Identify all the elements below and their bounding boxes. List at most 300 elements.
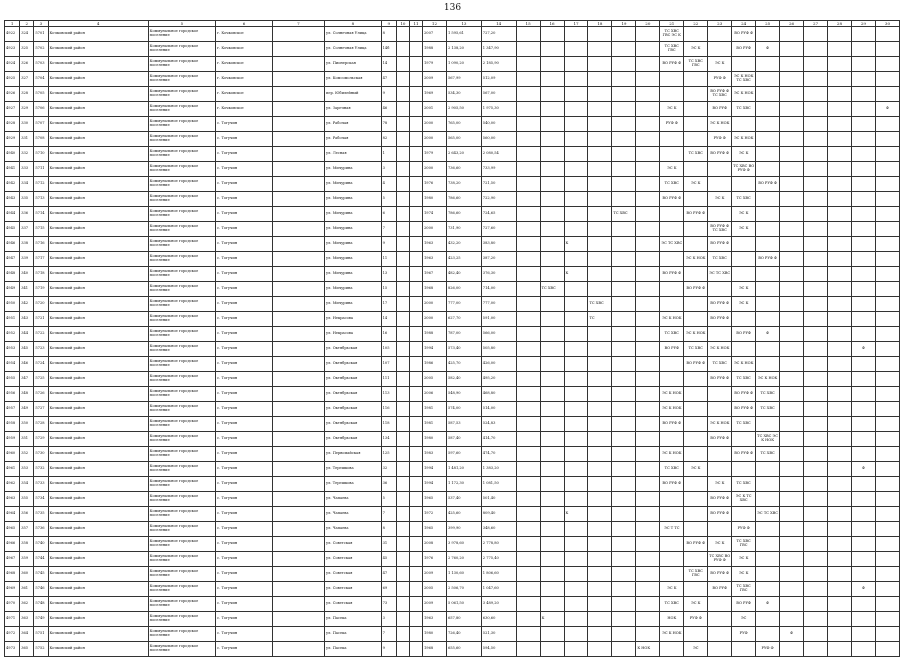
table-cell: Коммунальное городское поселение <box>148 162 216 177</box>
table-cell <box>756 162 780 177</box>
table-cell <box>684 402 708 417</box>
table-cell: Кочковский район <box>48 42 148 57</box>
table-cell: 355 <box>20 492 34 507</box>
table-cell: Коммунальное городское поселение <box>148 447 216 462</box>
table-cell <box>409 642 422 657</box>
table-cell: 134 <box>381 432 396 447</box>
table-cell <box>780 522 804 537</box>
table-cell: г. Кочковское <box>216 27 273 42</box>
table-cell <box>804 117 828 132</box>
table-cell <box>851 222 875 237</box>
table-cell <box>588 402 612 417</box>
table-cell <box>732 177 756 192</box>
table-cell <box>756 552 780 567</box>
table-cell: Кочковский район <box>48 312 148 327</box>
table-cell <box>636 432 660 447</box>
table-cell <box>564 492 588 507</box>
table-cell: 1967 <box>423 267 447 282</box>
table-cell: 5727 <box>34 402 48 417</box>
column-number: 27 <box>804 21 828 27</box>
table-cell: Кочковский район <box>48 552 148 567</box>
table-cell <box>612 612 636 627</box>
table-cell <box>396 522 409 537</box>
table-cell: 1 806,60 <box>481 567 516 582</box>
table-cell <box>780 612 804 627</box>
table-cell <box>780 642 804 657</box>
table-cell: ТС ХВС ЭС К НОК <box>756 432 780 447</box>
table-cell <box>660 252 684 267</box>
table-cell <box>636 492 660 507</box>
table-cell: 733,99 <box>481 162 516 177</box>
table-cell: 1976 <box>423 552 447 567</box>
table-cell: Кочковский район <box>48 417 148 432</box>
table-cell <box>612 117 636 132</box>
table-cell <box>516 192 540 207</box>
table-cell <box>636 207 660 222</box>
table-cell: 567,99 <box>446 72 481 87</box>
table-cell <box>684 522 708 537</box>
table-cell <box>780 132 804 147</box>
table-cell: с. Тогучин <box>216 357 273 372</box>
table-cell: 2000 <box>423 162 447 177</box>
table-cell: ВО РУФ Ф <box>708 312 732 327</box>
table-cell: ул. Советская <box>325 567 382 582</box>
table-cell: РУФ Ф <box>708 132 732 147</box>
table-cell: 5706 <box>34 102 48 117</box>
table-cell: 383,80 <box>481 237 516 252</box>
table-cell <box>804 627 828 642</box>
table-cell <box>851 87 875 102</box>
column-number: 9 <box>381 21 396 27</box>
table-cell <box>409 492 422 507</box>
table-cell: ВО РУФ <box>708 102 732 117</box>
table-cell <box>756 522 780 537</box>
table-cell: 5705 <box>34 87 48 102</box>
table-cell: ТС ХВС <box>708 357 732 372</box>
table-cell: Кочковский район <box>48 402 148 417</box>
table-cell <box>588 42 612 57</box>
table-cell <box>612 132 636 147</box>
table-cell <box>828 507 852 522</box>
table-cell <box>636 552 660 567</box>
table-cell <box>851 327 875 342</box>
table-cell: 82 <box>381 132 396 147</box>
table-cell: К <box>564 237 588 252</box>
table-cell: 4956 <box>5 387 20 402</box>
table-cell <box>708 27 732 42</box>
table-cell <box>684 552 708 567</box>
table-cell: ЭС ТС ХВС <box>756 507 780 522</box>
table-cell: ул. Советская <box>325 552 382 567</box>
table-cell: 1963 <box>423 237 447 252</box>
table-cell: Коммунальное городское поселение <box>148 222 216 237</box>
column-number: 1 <box>5 21 20 27</box>
table-cell <box>875 357 899 372</box>
table-cell <box>612 282 636 297</box>
table-cell <box>828 27 852 42</box>
table-cell <box>540 42 564 57</box>
table-cell: Кочковский район <box>48 492 148 507</box>
table-cell <box>540 27 564 42</box>
table-row <box>5 57 900 72</box>
table-cell <box>851 57 875 72</box>
table-cell: ВО РУФ Ф <box>708 432 732 447</box>
table-cell <box>660 297 684 312</box>
table-cell <box>851 117 875 132</box>
table-cell: ул. Рабочая <box>325 117 382 132</box>
table-row <box>5 252 900 267</box>
table-cell <box>684 372 708 387</box>
table-cell: 5714 <box>34 207 48 222</box>
table-cell: 524,83 <box>481 417 516 432</box>
table-cell <box>564 537 588 552</box>
table-cell <box>660 222 684 237</box>
table-cell: 5 061,50 <box>446 597 481 612</box>
table-cell <box>272 57 324 72</box>
table-cell <box>636 582 660 597</box>
table-cell: К <box>540 612 564 627</box>
table-row <box>5 297 900 312</box>
table-cell: с. Тогучин <box>216 327 273 342</box>
table-cell <box>516 27 540 42</box>
table-cell: 423,25 <box>446 252 481 267</box>
table-cell <box>875 612 899 627</box>
table-cell: ЭС К <box>684 42 708 57</box>
column-number: 16 <box>540 21 564 27</box>
table-cell <box>396 462 409 477</box>
table-cell: 354 <box>20 477 34 492</box>
table-cell: ул. Пасека <box>325 612 382 627</box>
table-cell <box>875 627 899 642</box>
table-cell: 425,70 <box>446 357 481 372</box>
table-cell: Коммунальное городское поселение <box>148 537 216 552</box>
table-cell: Коммунальное городское поселение <box>148 57 216 72</box>
table-cell: 341 <box>20 282 34 297</box>
table-cell: 1980 <box>423 627 447 642</box>
table-cell <box>396 582 409 597</box>
table-cell <box>396 387 409 402</box>
table-cell: 4926 <box>5 87 20 102</box>
table-cell <box>828 267 852 282</box>
table-cell: 118 <box>381 417 396 432</box>
table-cell: 2005 <box>423 372 447 387</box>
table-cell: с. Тогучин <box>216 492 273 507</box>
table-cell <box>396 537 409 552</box>
table-cell: ул. Октябрьская <box>325 357 382 372</box>
table-cell: 2000 <box>423 117 447 132</box>
table-cell: Кочковский район <box>48 177 148 192</box>
table-cell: 809,40 <box>481 507 516 522</box>
table-cell: 4928 <box>5 117 20 132</box>
table-cell <box>756 462 780 477</box>
table-cell: 7 <box>381 627 396 642</box>
table-row <box>5 537 900 552</box>
table-cell <box>396 447 409 462</box>
table-cell: ВО РУФ Ф <box>660 192 684 207</box>
table-cell <box>636 462 660 477</box>
table-cell <box>828 612 852 627</box>
table-cell <box>396 297 409 312</box>
table-cell: ТС ХВС <box>756 402 780 417</box>
table-cell <box>684 102 708 117</box>
table-cell <box>804 102 828 117</box>
table-cell: 4924 <box>5 57 20 72</box>
table-cell <box>660 567 684 582</box>
table-cell: 337 <box>20 222 34 237</box>
table-cell: 537,40 <box>446 492 481 507</box>
table-cell <box>828 42 852 57</box>
table-cell <box>540 327 564 342</box>
table-cell: 348 <box>20 387 34 402</box>
table-cell <box>828 447 852 462</box>
table-cell <box>516 477 540 492</box>
table-cell: 4949 <box>5 282 20 297</box>
table-cell <box>660 372 684 387</box>
table-cell <box>732 462 756 477</box>
table-cell: ЭС К НОК <box>732 132 756 147</box>
table-cell: ЭС Т ТС <box>660 522 684 537</box>
table-cell: 1 <box>381 147 396 162</box>
table-cell: ВО РУФ Ф <box>660 267 684 282</box>
table-cell <box>708 327 732 342</box>
table-cell: 765,00 <box>446 117 481 132</box>
table-cell <box>272 207 324 222</box>
table-cell: ЭС К НОК <box>660 447 684 462</box>
table-cell <box>540 417 564 432</box>
table-cell <box>564 522 588 537</box>
table-cell <box>588 252 612 267</box>
table-row <box>5 357 900 372</box>
table-cell: 113 <box>381 387 396 402</box>
table-cell <box>396 207 409 222</box>
table-cell: 1963 <box>423 612 447 627</box>
table-cell <box>756 357 780 372</box>
table-cell <box>396 342 409 357</box>
table-cell <box>756 87 780 102</box>
table-cell <box>875 282 899 297</box>
table-cell <box>612 627 636 642</box>
table-cell: ул. Мичурина <box>325 267 382 282</box>
table-cell: 1 595,61 <box>446 27 481 42</box>
table-cell <box>875 117 899 132</box>
table-cell: с. Тогучин <box>216 537 273 552</box>
table-cell <box>660 432 684 447</box>
table-cell: с. Тогучин <box>216 312 273 327</box>
table-cell: с. Тогучин <box>216 297 273 312</box>
table-cell: ЭС К НОК <box>708 417 732 432</box>
table-cell: 573,40 <box>446 342 481 357</box>
table-cell <box>684 27 708 42</box>
table-cell: 548,90 <box>446 387 481 402</box>
table-cell: 9 <box>381 642 396 657</box>
column-number: 12 <box>423 21 447 27</box>
table-row <box>5 342 900 357</box>
table-cell <box>780 447 804 462</box>
table-cell <box>272 282 324 297</box>
table-cell <box>516 372 540 387</box>
table-cell <box>540 252 564 267</box>
table-row <box>5 147 900 162</box>
table-cell: 327 <box>20 72 34 87</box>
table-cell <box>564 177 588 192</box>
table-cell <box>780 327 804 342</box>
table-cell <box>612 462 636 477</box>
table-cell: 13 <box>381 267 396 282</box>
table-cell <box>612 42 636 57</box>
table-cell: 2000 <box>423 222 447 237</box>
table-cell: ул. Мичурина <box>325 162 382 177</box>
table-cell <box>612 162 636 177</box>
table-cell <box>780 597 804 612</box>
column-number: 2 <box>20 21 34 27</box>
table-cell <box>396 87 409 102</box>
table-cell <box>636 627 660 642</box>
table-cell: 630,60 <box>481 612 516 627</box>
table-cell <box>660 207 684 222</box>
table-cell: Кочковский район <box>48 432 148 447</box>
table-cell <box>851 402 875 417</box>
table-cell <box>875 237 899 252</box>
table-cell: Коммунальное городское поселение <box>148 192 216 207</box>
table-cell: 1980 <box>423 192 447 207</box>
table-cell <box>875 327 899 342</box>
table-cell: 350 <box>20 417 34 432</box>
table-cell: Коммунальное городское поселение <box>148 117 216 132</box>
table-cell <box>875 432 899 447</box>
table-cell <box>272 252 324 267</box>
table-cell <box>636 372 660 387</box>
table-cell <box>272 132 324 147</box>
table-cell <box>540 222 564 237</box>
table-cell <box>516 267 540 282</box>
table-cell: ТС ХВС ГВС <box>684 567 708 582</box>
table-cell <box>851 597 875 612</box>
table-cell: Коммунальное городское поселение <box>148 627 216 642</box>
table-cell <box>828 477 852 492</box>
table-cell: 4960 <box>5 447 20 462</box>
table-cell <box>828 297 852 312</box>
table-cell: ТС ХВС ВО РУФ Ф <box>732 162 756 177</box>
table-cell: НОК <box>660 612 684 627</box>
table-cell: Кочковский район <box>48 237 148 252</box>
table-cell <box>660 72 684 87</box>
table-cell <box>636 27 660 42</box>
table-cell <box>396 132 409 147</box>
table-cell <box>612 582 636 597</box>
table-cell: Коммунальное городское поселение <box>148 507 216 522</box>
table-cell: 4973 <box>5 642 20 657</box>
table-cell: 347 <box>20 372 34 387</box>
table-row <box>5 327 900 342</box>
table-cell: 2000 <box>423 312 447 327</box>
table-cell <box>875 72 899 87</box>
table-cell: ул. Лесная <box>325 147 382 162</box>
table-cell: РУФ Ф <box>732 522 756 537</box>
table-cell <box>396 222 409 237</box>
table-cell <box>612 537 636 552</box>
table-cell <box>612 147 636 162</box>
table-cell: 1969 <box>423 87 447 102</box>
table-cell: 4925 <box>5 72 20 87</box>
table-cell: ТС ХВС <box>684 342 708 357</box>
table-cell <box>875 417 899 432</box>
table-cell <box>272 417 324 432</box>
table-cell: Кочковский район <box>48 567 148 582</box>
table-cell <box>636 72 660 87</box>
table-cell <box>851 552 875 567</box>
table-cell <box>828 207 852 222</box>
table-cell: 5726 <box>34 387 48 402</box>
table-cell: Кочковский район <box>48 447 148 462</box>
table-cell: 501,40 <box>481 492 516 507</box>
table-cell: ЭС К НОК <box>756 372 780 387</box>
table-cell <box>828 327 852 342</box>
table-cell: 105 <box>381 342 396 357</box>
table-cell: ТС ХВС <box>660 462 684 477</box>
table-cell: 4950 <box>5 297 20 312</box>
table-cell: 540,00 <box>481 117 516 132</box>
table-cell <box>516 597 540 612</box>
table-cell <box>780 267 804 282</box>
table-cell: ЭС К <box>732 147 756 162</box>
table-cell: с. Тогучин <box>216 252 273 267</box>
table-cell: 727,60 <box>481 222 516 237</box>
table-cell <box>516 642 540 657</box>
table-cell: Кочковский район <box>48 222 148 237</box>
table-row <box>5 282 900 297</box>
table-cell: с. Тогучин <box>216 342 273 357</box>
table-cell: 14б <box>381 42 396 57</box>
table-cell <box>272 477 324 492</box>
table-cell: 2005 <box>423 582 447 597</box>
table-cell <box>828 492 852 507</box>
table-cell <box>516 72 540 87</box>
table-cell: 2 643,20 <box>446 147 481 162</box>
table-cell <box>540 132 564 147</box>
table-cell <box>684 477 708 492</box>
table-cell <box>708 282 732 297</box>
table-row <box>5 627 900 642</box>
table-cell <box>409 432 422 447</box>
table-cell <box>851 537 875 552</box>
table-cell <box>804 522 828 537</box>
table-cell: 1976 <box>423 177 447 192</box>
table-cell <box>756 312 780 327</box>
table-cell <box>396 57 409 72</box>
table-cell <box>612 297 636 312</box>
table-cell: с. Тогучин <box>216 552 273 567</box>
table-cell <box>636 522 660 537</box>
table-cell <box>851 102 875 117</box>
table-cell <box>636 192 660 207</box>
table-cell: Коммунальное городское поселение <box>148 252 216 267</box>
table-cell <box>564 627 588 642</box>
table-cell <box>540 387 564 402</box>
table-cell <box>272 507 324 522</box>
table-cell: 11 <box>381 252 396 267</box>
table-cell <box>732 342 756 357</box>
table-cell: 4948 <box>5 267 20 282</box>
table-row <box>5 492 900 507</box>
table-cell: ТС ХВС <box>612 207 636 222</box>
table-cell <box>564 597 588 612</box>
column-number: 21 <box>660 21 684 27</box>
table-cell: 655,60 <box>446 642 481 657</box>
table-cell <box>708 642 732 657</box>
table-cell: ВО РУФ Ф <box>660 417 684 432</box>
table-cell <box>612 417 636 432</box>
table-cell <box>540 72 564 87</box>
